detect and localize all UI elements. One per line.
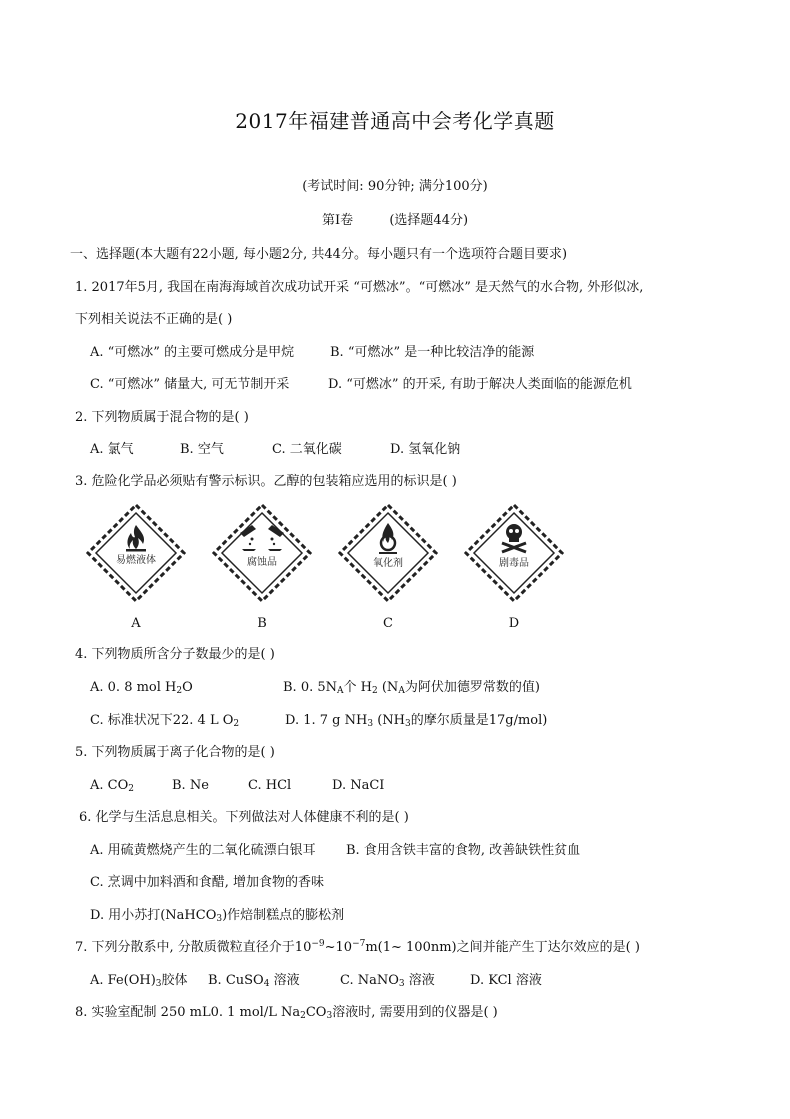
q5-stem: 5. 下列物质属于离子化合物的是( ) <box>75 745 275 760</box>
q2-option-d: D. 氢氧化钠 <box>390 442 461 457</box>
q4-option-b: B. 0. $5N_A$个 $H_2$ ($N_A$为阿伏加德罗常数的值) <box>283 680 540 696</box>
sign-a-letter: A <box>131 616 141 631</box>
q5-option-b: B. Ne <box>172 778 209 793</box>
q5-option-a: A. $CO_2$ <box>90 778 134 794</box>
exam-info: (考试时间: 90分钟; 满分100分) <box>302 179 488 194</box>
page-title: 2017年福建普通高中会考化学真题 <box>235 109 555 133</box>
sign-a-label: 易燃液体 <box>116 555 156 566</box>
q2-option-b: B. 空气 <box>180 442 224 457</box>
q5-option-d: D. NaCI <box>332 778 385 793</box>
q2-option-a: A. 氯气 <box>90 442 134 457</box>
q6-stem: 6. 化学与生活息息相关。下列做法对人体健康不利的是( ) <box>79 810 409 825</box>
hazard-sign-flammable-liquid <box>86 503 186 603</box>
volume-desc: (选择题44分) <box>389 213 469 228</box>
q1-stem-1: 1. 2017年5月, 我国在南海海域首次成功试开采 “可燃冰”。“可燃冰” 是天然气的水合物, 外形似冰, <box>75 280 644 295</box>
q2-stem: 2. 下列物质属于混合物的是( ) <box>75 410 249 425</box>
corrosive-icon <box>240 525 284 551</box>
sign-c-label: 氧化剂 <box>373 558 403 569</box>
q6-option-c: C. 烹调中加料酒和食醋, 增加食物的香味 <box>90 875 325 890</box>
q8-stem: 8. 实验室配制 250 mL0. 1 mol/L $Na_2CO_3$溶液时, 需要用到的仪器是( ) <box>75 1005 498 1021</box>
q1-stem-2: 下列相关说法不正确的是( ) <box>75 312 233 327</box>
sign-d-letter: D <box>508 616 520 631</box>
q4-stem: 4. 下列物质所含分子数最少的是( ) <box>75 647 275 662</box>
q1-option-a: A. “可燃冰” 的主要可燃成分是甲烷 <box>90 345 295 360</box>
q4-option-c: C. 标准状况下22. 4 L $O_2$ <box>90 713 240 729</box>
q7-stem: 7. 下列分散系中, 分散质微粒直径介于$10^{-9}\sim 10^{-7}m(1\sim$ 100nm)之间并能产生丁达尔效应的是( ) <box>75 939 640 955</box>
q1-option-b: B. “可燃冰” 是一种比较洁净的能源 <box>330 345 535 360</box>
sign-b-letter: B <box>257 616 267 631</box>
q2-option-c: C. 二氧化碳 <box>272 442 342 457</box>
sign-d-label: 剧毒品 <box>499 558 529 569</box>
q6-option-d: D. 用小苏打(NaHCO$_3$)作焙制糕点的膨松剂 <box>90 908 345 924</box>
q7-option-a: A. $Fe(OH)_3$胶体 <box>90 973 188 989</box>
q1-option-d: D. “可燃冰” 的开采, 有助于解决人类面临的能源危机 <box>328 377 632 392</box>
q6-option-b: B. 食用含铁丰富的食物, 改善缺铁性贫血 <box>346 843 581 858</box>
oxidizer-icon <box>379 523 397 554</box>
volume-label: 第Ⅰ卷 <box>321 213 354 228</box>
q4-option-a: A. 0. 8 mol $H_2O$ <box>90 680 193 696</box>
hazard-sign-toxic <box>464 503 564 603</box>
q5-option-c: C. HCl <box>248 778 292 793</box>
hazard-sign-oxidizer <box>338 503 438 603</box>
q6-option-a: A. 用硫黄燃烧产生的二氧化硫漂白银耳 <box>90 843 316 858</box>
q3-stem: 3. 危险化学品必须贴有警示标识。乙醇的包装箱应选用的标识是( ) <box>75 474 457 489</box>
q7-option-c: C. NaNO$_3$ 溶液 <box>340 973 435 989</box>
q7-option-b: B. CuSO$_4$ 溶液 <box>208 973 300 989</box>
volume-heading <box>0 212 790 230</box>
q1-option-c: C. “可燃冰” 储量大, 可无节制开采 <box>90 377 290 392</box>
flame-icon <box>126 525 146 552</box>
sign-c-letter: C <box>383 616 393 631</box>
sign-b-label: 腐蚀品 <box>247 557 277 568</box>
q7-option-d: D. KCl 溶液 <box>470 973 542 988</box>
q4-option-d: D. 1. 7 g $NH_3$ ($NH_3$的摩尔质量是17g/mol) <box>285 713 548 729</box>
hazard-sign-corrosive <box>212 503 312 603</box>
skull-icon <box>502 524 526 552</box>
section-header: 一、选择题(本大题有22小题, 每小题2分, 共44分。每小题只有一个选项符合题目要求) <box>70 247 568 262</box>
